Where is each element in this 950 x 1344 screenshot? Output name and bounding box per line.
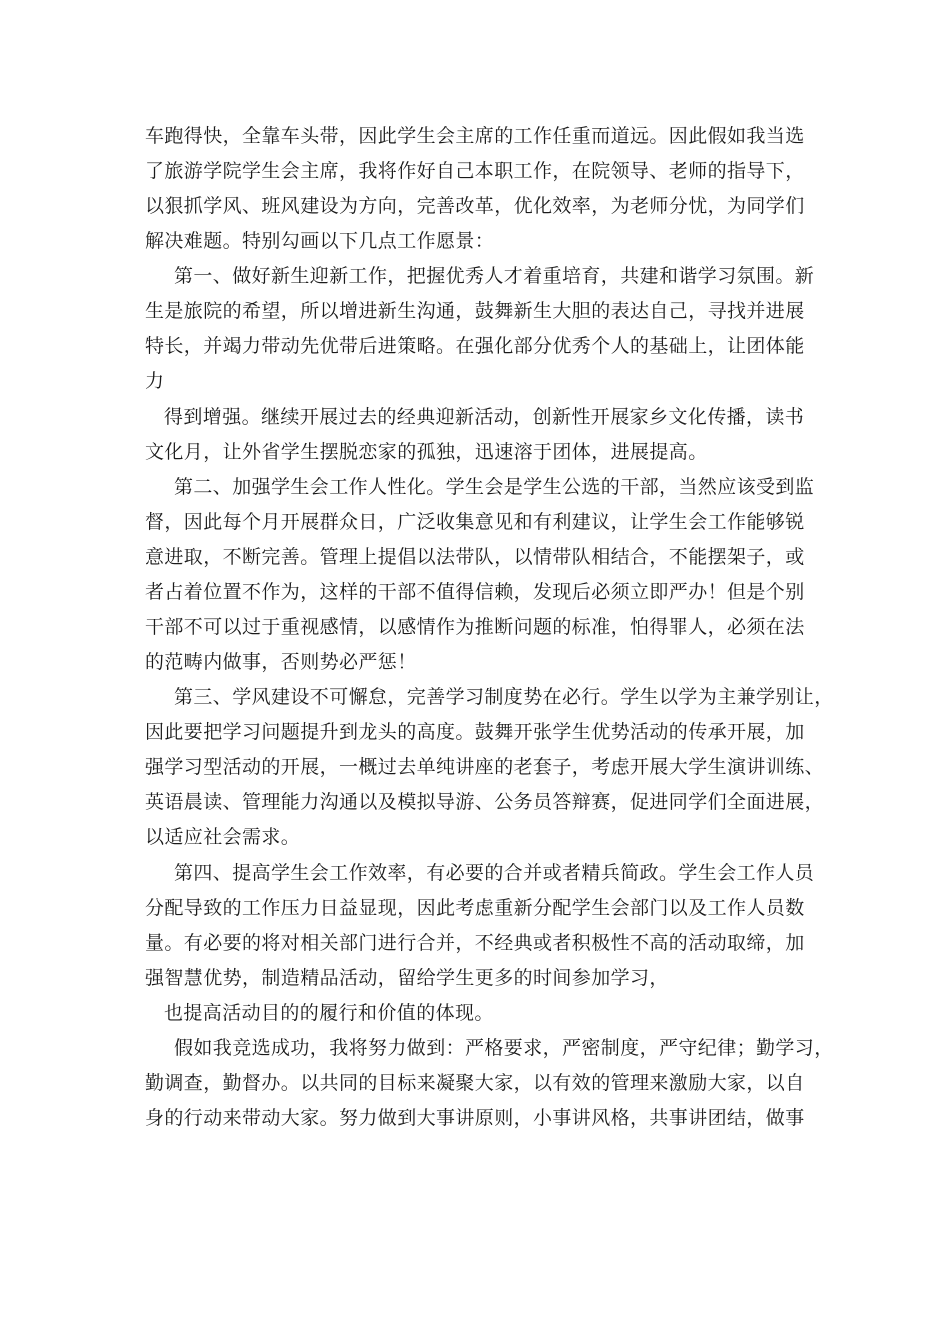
text-line: 力 — [145, 370, 165, 392]
text-line: 因此要把学习问题提升到龙头的高度。鼓舞开张学生优势活动的传承开展，加 — [145, 721, 805, 743]
text-line: 英语晨读、管理能力沟通以及模拟导游、公务员答辩赛，促进同学们全面进展， — [145, 791, 825, 813]
text-line: 强学习型活动的开展，一概过去单纯讲座的老套子，考虑开展大学生演讲训练、 — [145, 756, 825, 778]
text-line: 强智慧优势，制造精品活动，留给学生更多的时间参加学习， — [145, 967, 669, 989]
text-line: 也提高活动目的的履行和价值的体现。 — [164, 1002, 494, 1024]
text-line: 分配导致的工作压力日益显现，因此考虑重新分配学生会部门以及工作人员数 — [145, 897, 805, 919]
text-line: 解决难题。特别勾画以下几点工作愿景： — [145, 230, 495, 252]
text-line: 者占着位置不作为，这样的干部不值得信赖，发现后必须立即严办！但是个别 — [145, 581, 805, 603]
text-line: 生是旅院的希望，所以增进新生沟通，鼓舞新生大胆的表达自己，寻找并进展 — [145, 300, 805, 322]
text-line: 第四、提高学生会工作效率，有必要的合并或者精兵简政。学生会工作人员 — [174, 862, 815, 884]
text-line: 第二、加强学生会工作人性化。学生会是学生公选的干部，当然应该受到监 — [174, 476, 815, 498]
text-line: 量。有必要的将对相关部门进行合并，不经典或者积极性不高的活动取缔，加 — [145, 932, 805, 954]
text-line: 第三、学风建设不可懈怠，完善学习制度势在必行。学生以学为主兼学别让， — [174, 686, 834, 708]
text-line: 的范畴内做事，否则势必严惩！ — [145, 651, 417, 673]
text-line: 特长，并竭力带动先优带后进策略。在强化部分优秀个人的基础上，让团体能 — [145, 335, 805, 357]
text-line: 以适应社会需求。 — [145, 826, 301, 848]
text-line: 假如我竞选成功，我将努力做到：严格要求，严密制度，严守纪律；勤学习， — [174, 1037, 834, 1059]
text-line: 车跑得快，全靠车头带，因此学生会主席的工作任重而道远。因此假如我当选 — [145, 125, 805, 147]
text-line: 身的行动来带动大家。努力做到大事讲原则，小事讲风格，共事讲团结，做事 — [145, 1107, 805, 1129]
text-line: 第一、做好新生迎新工作，把握优秀人才着重培育，共建和谐学习氛围。新 — [174, 265, 815, 287]
text-line: 勤调查，勤督办。以共同的目标来凝聚大家，以有效的管理来激励大家，以自 — [145, 1072, 805, 1094]
text-line: 意进取，不断完善。管理上提倡以法带队，以情带队相结合，不能摆架子，或 — [145, 546, 805, 568]
text-line: 督，因此每个月开展群众日，广泛收集意见和有利建议，让学生会工作能够锐 — [145, 511, 805, 533]
text-line: 得到增强。继续开展过去的经典迎新活动，创新性开展家乡文化传播，读书 — [164, 406, 805, 428]
text-line: 以狠抓学风、班风建设为方向，完善改革，优化效率，为老师分忧，为同学们 — [145, 195, 805, 217]
text-line: 了旅游学院学生会主席，我将作好自己本职工作，在院领导、老师的指导下， — [145, 160, 805, 182]
text-line: 文化月，让外省学生摆脱恋家的孤独，迅速溶于团体，进展提高。 — [145, 441, 708, 463]
text-line: 干部不可以过于重视感情，以感情作为推断问题的标准，怕得罪人，必须在法 — [145, 616, 805, 638]
